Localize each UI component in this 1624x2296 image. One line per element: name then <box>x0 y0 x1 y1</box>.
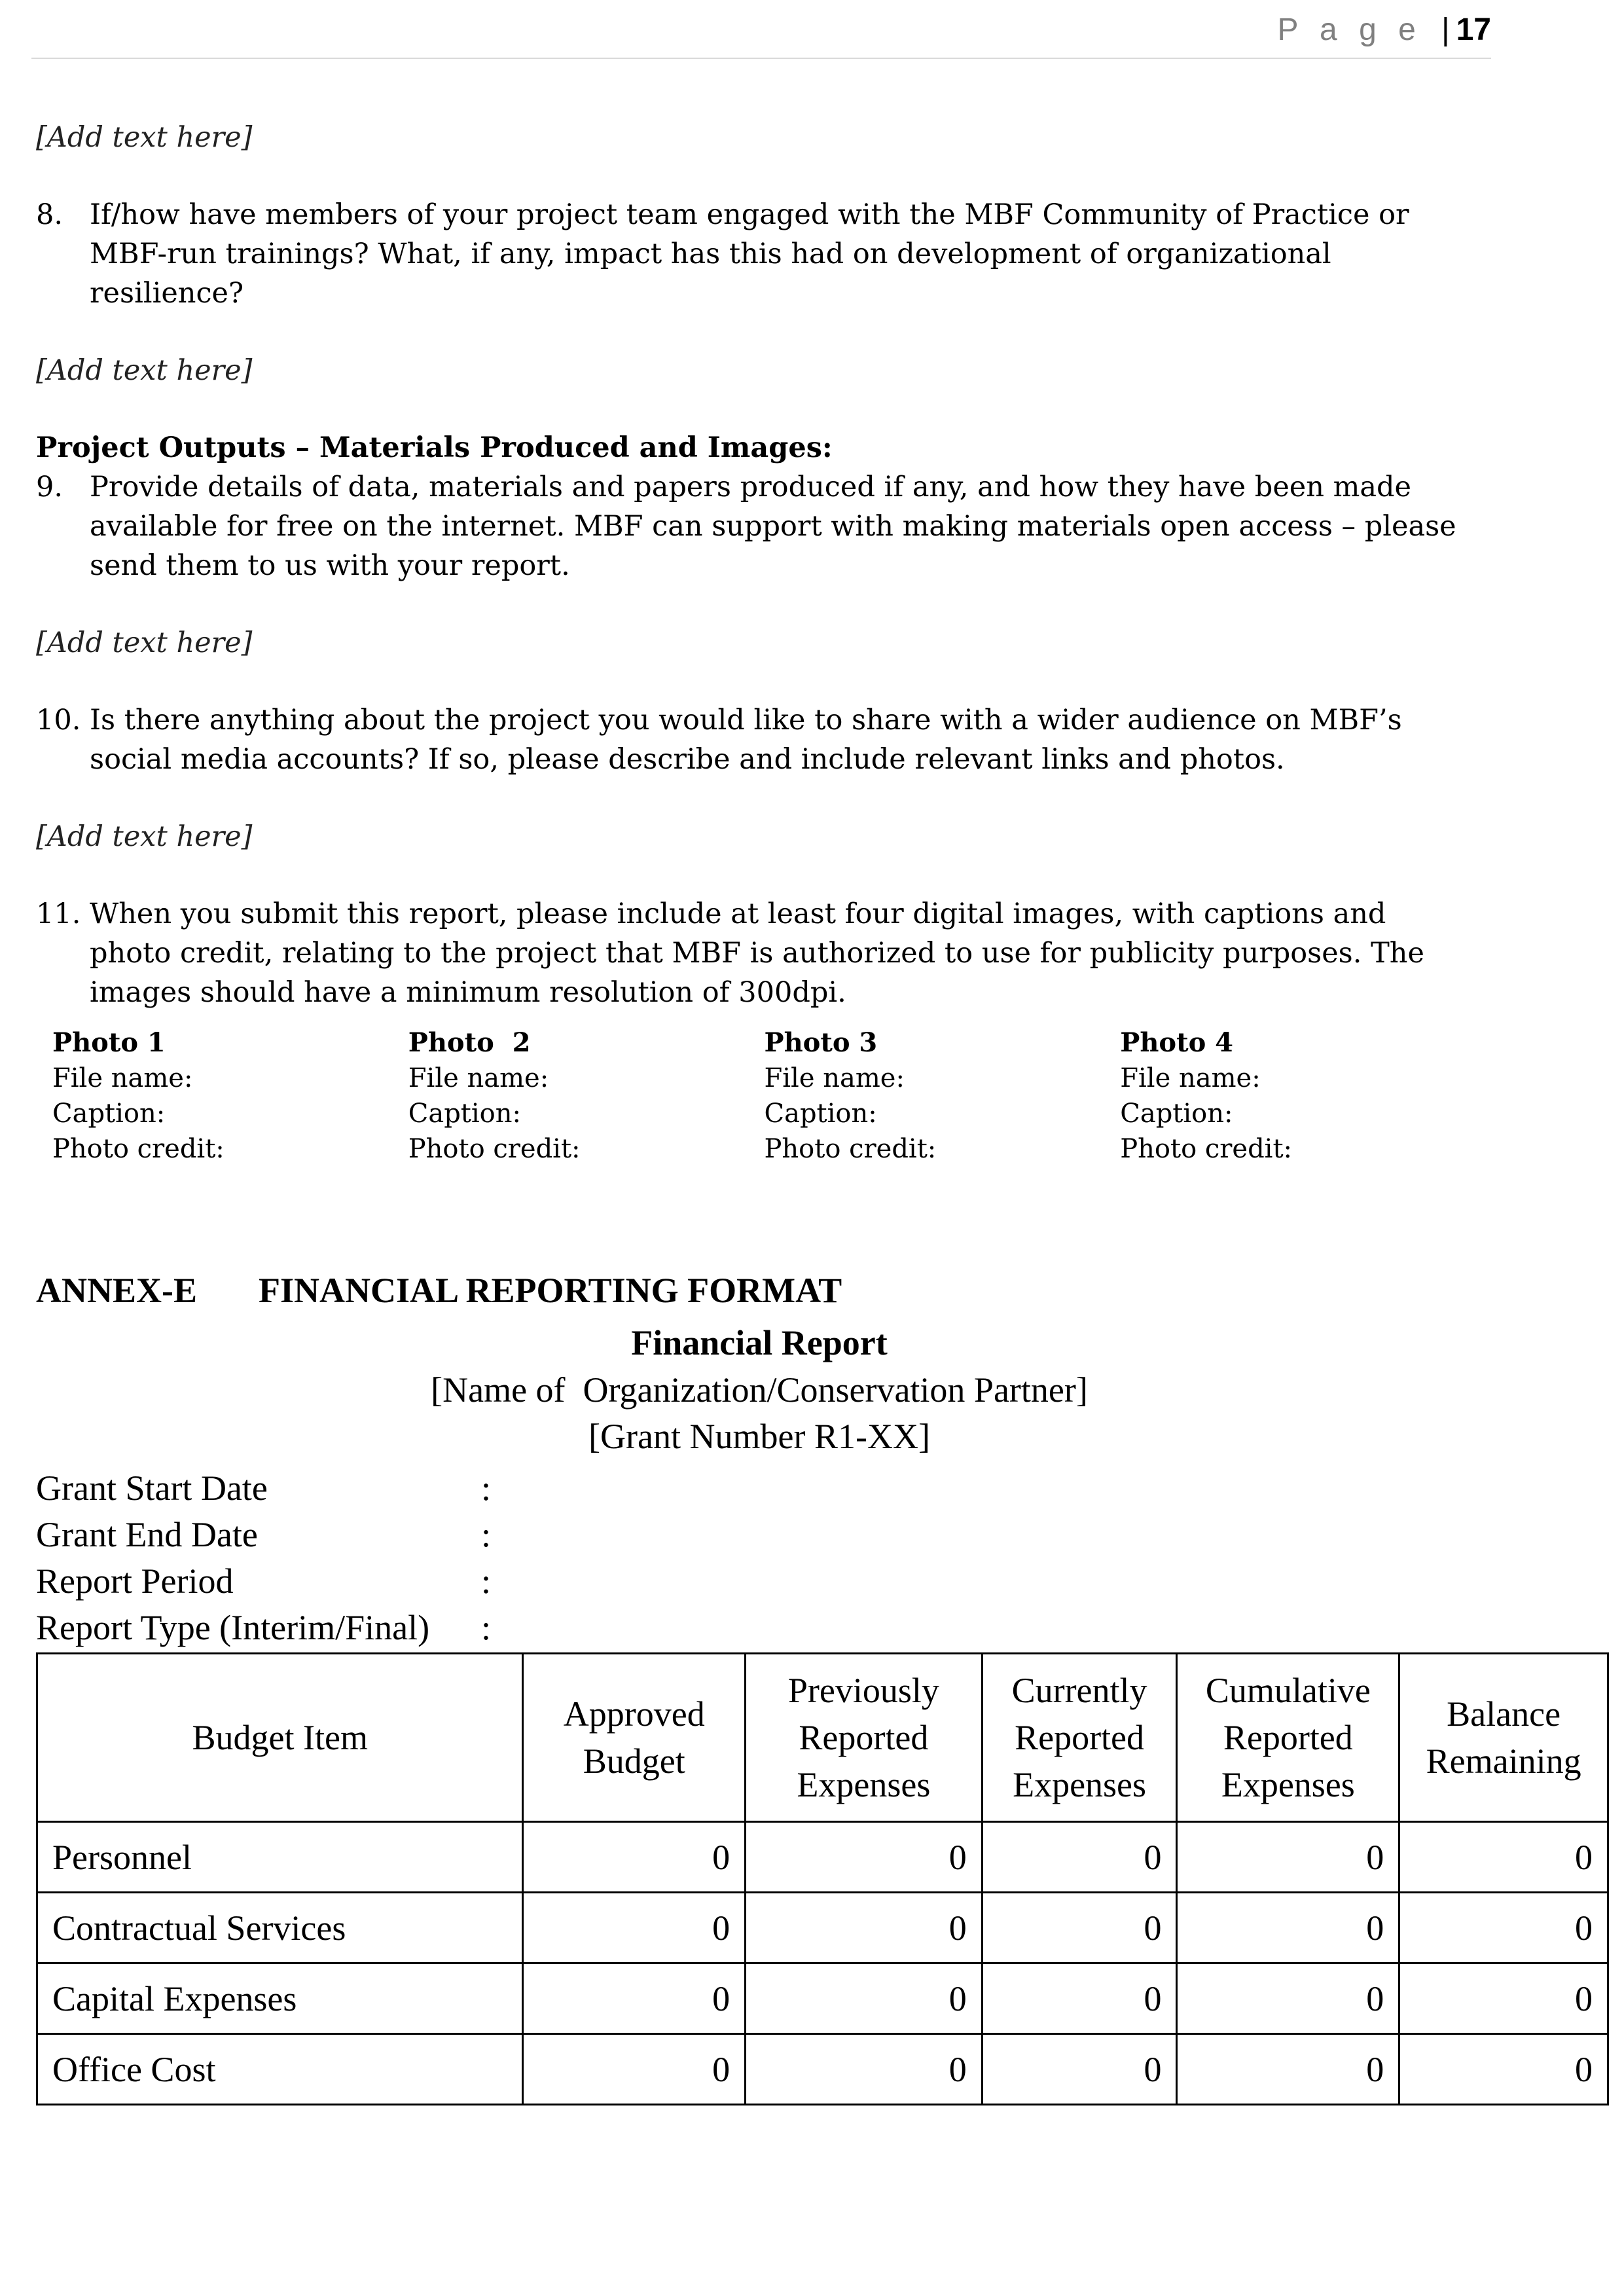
meta-value-field[interactable]: : <box>481 1515 492 1554</box>
cumulative-reported-cell[interactable]: 0 <box>1177 1893 1399 1963</box>
table-row <box>37 2034 1608 2105</box>
photo-entry <box>765 1025 1121 1167</box>
page-number-label <box>1278 12 1491 48</box>
table-row <box>37 1822 1608 1893</box>
photo-credit-field[interactable]: Photo credit: <box>408 1134 581 1164</box>
page-number: 17 <box>1456 12 1491 47</box>
currently-reported-cell[interactable]: 0 <box>982 1963 1177 2034</box>
meta-label: Grant End Date <box>36 1515 258 1554</box>
caption-field[interactable]: Caption: <box>764 1099 877 1129</box>
caption-field[interactable]: Caption: <box>408 1099 521 1129</box>
meta-grant-start <box>36 1465 491 1512</box>
header-currently-reported: Currently Reported Expenses <box>982 1654 1177 1822</box>
header-balance-remaining: Balance Remaining <box>1399 1654 1608 1822</box>
question-11 <box>36 894 1476 1012</box>
table-header-row <box>37 1654 1608 1822</box>
report-title: Financial Report <box>631 1323 888 1362</box>
header-budget-item: Budget Item <box>37 1654 523 1822</box>
photo-entry <box>52 1025 408 1167</box>
meta-label: Report Type (Interim/Final) <box>36 1608 430 1647</box>
grant-number: [Grant Number R1-XX] <box>588 1417 930 1456</box>
photo-list <box>36 1025 1476 1167</box>
annex-heading <box>36 1270 842 1311</box>
photo-credit-field[interactable]: Photo credit: <box>1120 1134 1293 1164</box>
balance-remaining-cell[interactable]: 0 <box>1399 1893 1608 1963</box>
cumulative-reported-cell[interactable]: 0 <box>1177 1963 1399 2034</box>
photo-title: Photo 1 <box>52 1027 166 1058</box>
answer-placeholder[interactable]: [Add text here] <box>36 354 253 387</box>
table-row <box>37 1893 1608 1963</box>
photo-entry <box>408 1025 765 1167</box>
meta-label: Report Period <box>36 1561 234 1601</box>
budget-item-cell: Capital Expenses <box>37 1963 523 2034</box>
meta-value-field[interactable]: : <box>481 1608 492 1647</box>
file-name-field[interactable]: File name: <box>1120 1063 1261 1093</box>
currently-reported-cell[interactable]: 0 <box>982 2034 1177 2105</box>
balance-remaining-cell[interactable]: 0 <box>1399 2034 1608 2105</box>
header-cumulative-reported: Cumulative Reported Expenses <box>1177 1654 1399 1822</box>
budget-item-cell: Office Cost <box>37 2034 523 2105</box>
annex-label: ANNEX-E <box>36 1271 198 1310</box>
file-name-field[interactable]: File name: <box>764 1063 905 1093</box>
file-name-field[interactable]: File name: <box>52 1063 193 1093</box>
section-heading: Project Outputs – Materials Produced and Images: <box>36 431 833 464</box>
meta-value-field[interactable]: : <box>481 1561 492 1601</box>
photo-credit-field[interactable]: Photo credit: <box>764 1134 937 1164</box>
organization-name: [Name of Organization/Conservation Partner] <box>431 1370 1088 1410</box>
page-header <box>31 0 1491 59</box>
document-body <box>36 118 1476 1167</box>
photo-entry <box>1120 1025 1476 1167</box>
previously-reported-cell[interactable]: 0 <box>746 2034 983 2105</box>
caption-field[interactable]: Caption: <box>52 1099 166 1129</box>
answer-placeholder[interactable]: [Add text here] <box>36 627 253 659</box>
question-number: 10. <box>36 704 81 737</box>
header-previously-reported: Previously Reported Expenses <box>746 1654 983 1822</box>
question-text: Is there anything about the project you would like to share with a wider audience on MBF’s social media accounts? If so, please describe and include relevant links and photos. <box>90 704 1402 776</box>
meta-value-field[interactable]: : <box>481 1468 492 1508</box>
budget-item-cell: Contractual Services <box>37 1893 523 1963</box>
previously-reported-cell[interactable]: 0 <box>746 1893 983 1963</box>
report-meta <box>36 1465 491 1651</box>
photo-title: Photo 2 <box>408 1027 531 1058</box>
meta-report-period <box>36 1558 491 1605</box>
approved-budget-cell[interactable]: 0 <box>523 1893 746 1963</box>
previously-reported-cell[interactable]: 0 <box>746 1963 983 2034</box>
photo-title: Photo 3 <box>764 1027 878 1058</box>
table-row <box>37 1963 1608 2034</box>
annex-title: FINANCIAL REPORTING FORMAT <box>259 1271 842 1310</box>
question-10 <box>36 701 1476 779</box>
photo-credit-field[interactable]: Photo credit: <box>52 1134 225 1164</box>
caption-field[interactable]: Caption: <box>1120 1099 1233 1129</box>
approved-budget-cell[interactable]: 0 <box>523 2034 746 2105</box>
question-number: 9. <box>36 471 63 503</box>
photo-title: Photo 4 <box>1120 1027 1234 1058</box>
approved-budget-cell[interactable]: 0 <box>523 1822 746 1893</box>
page-word: P a g e <box>1277 12 1422 47</box>
meta-report-type <box>36 1605 491 1651</box>
file-name-field[interactable]: File name: <box>408 1063 549 1093</box>
previously-reported-cell[interactable]: 0 <box>746 1822 983 1893</box>
cumulative-reported-cell[interactable]: 0 <box>1177 1822 1399 1893</box>
question-text: When you submit this report, please include at least four digital images, with captions and photo credit, relating to the project that MBF is authorized to use for publicity purposes. The images should have a minimum resolution of 300dpi. <box>90 898 1424 1009</box>
financial-table <box>36 1652 1609 2105</box>
balance-remaining-cell[interactable]: 0 <box>1399 1822 1608 1893</box>
meta-label: Grant Start Date <box>36 1468 268 1508</box>
question-text: Provide details of data, materials and papers produced if any, and how they have been made available for free on the internet. MBF can support with making materials open access – please send them to us with your report. <box>90 471 1456 582</box>
approved-budget-cell[interactable]: 0 <box>523 1963 746 2034</box>
currently-reported-cell[interactable]: 0 <box>982 1893 1177 1963</box>
question-text: If/how have members of your project team engaged with the MBF Community of Practice or MBF-run trainings? What, if any, impact has this had on development of organizational resilience? <box>90 198 1409 310</box>
question-number: 8. <box>36 198 63 231</box>
question-number: 11. <box>36 898 81 930</box>
answer-placeholder[interactable]: [Add text here] <box>36 820 253 853</box>
cumulative-reported-cell[interactable]: 0 <box>1177 2034 1399 2105</box>
budget-item-cell: Personnel <box>37 1822 523 1893</box>
balance-remaining-cell[interactable]: 0 <box>1399 1963 1608 2034</box>
page-separator: | <box>1441 12 1450 47</box>
currently-reported-cell[interactable]: 0 <box>982 1822 1177 1893</box>
question-9 <box>36 467 1476 585</box>
meta-grant-end <box>36 1512 491 1558</box>
answer-placeholder[interactable]: [Add text here] <box>36 121 253 154</box>
question-8 <box>36 195 1476 313</box>
header-approved-budget: Approved Budget <box>523 1654 746 1822</box>
